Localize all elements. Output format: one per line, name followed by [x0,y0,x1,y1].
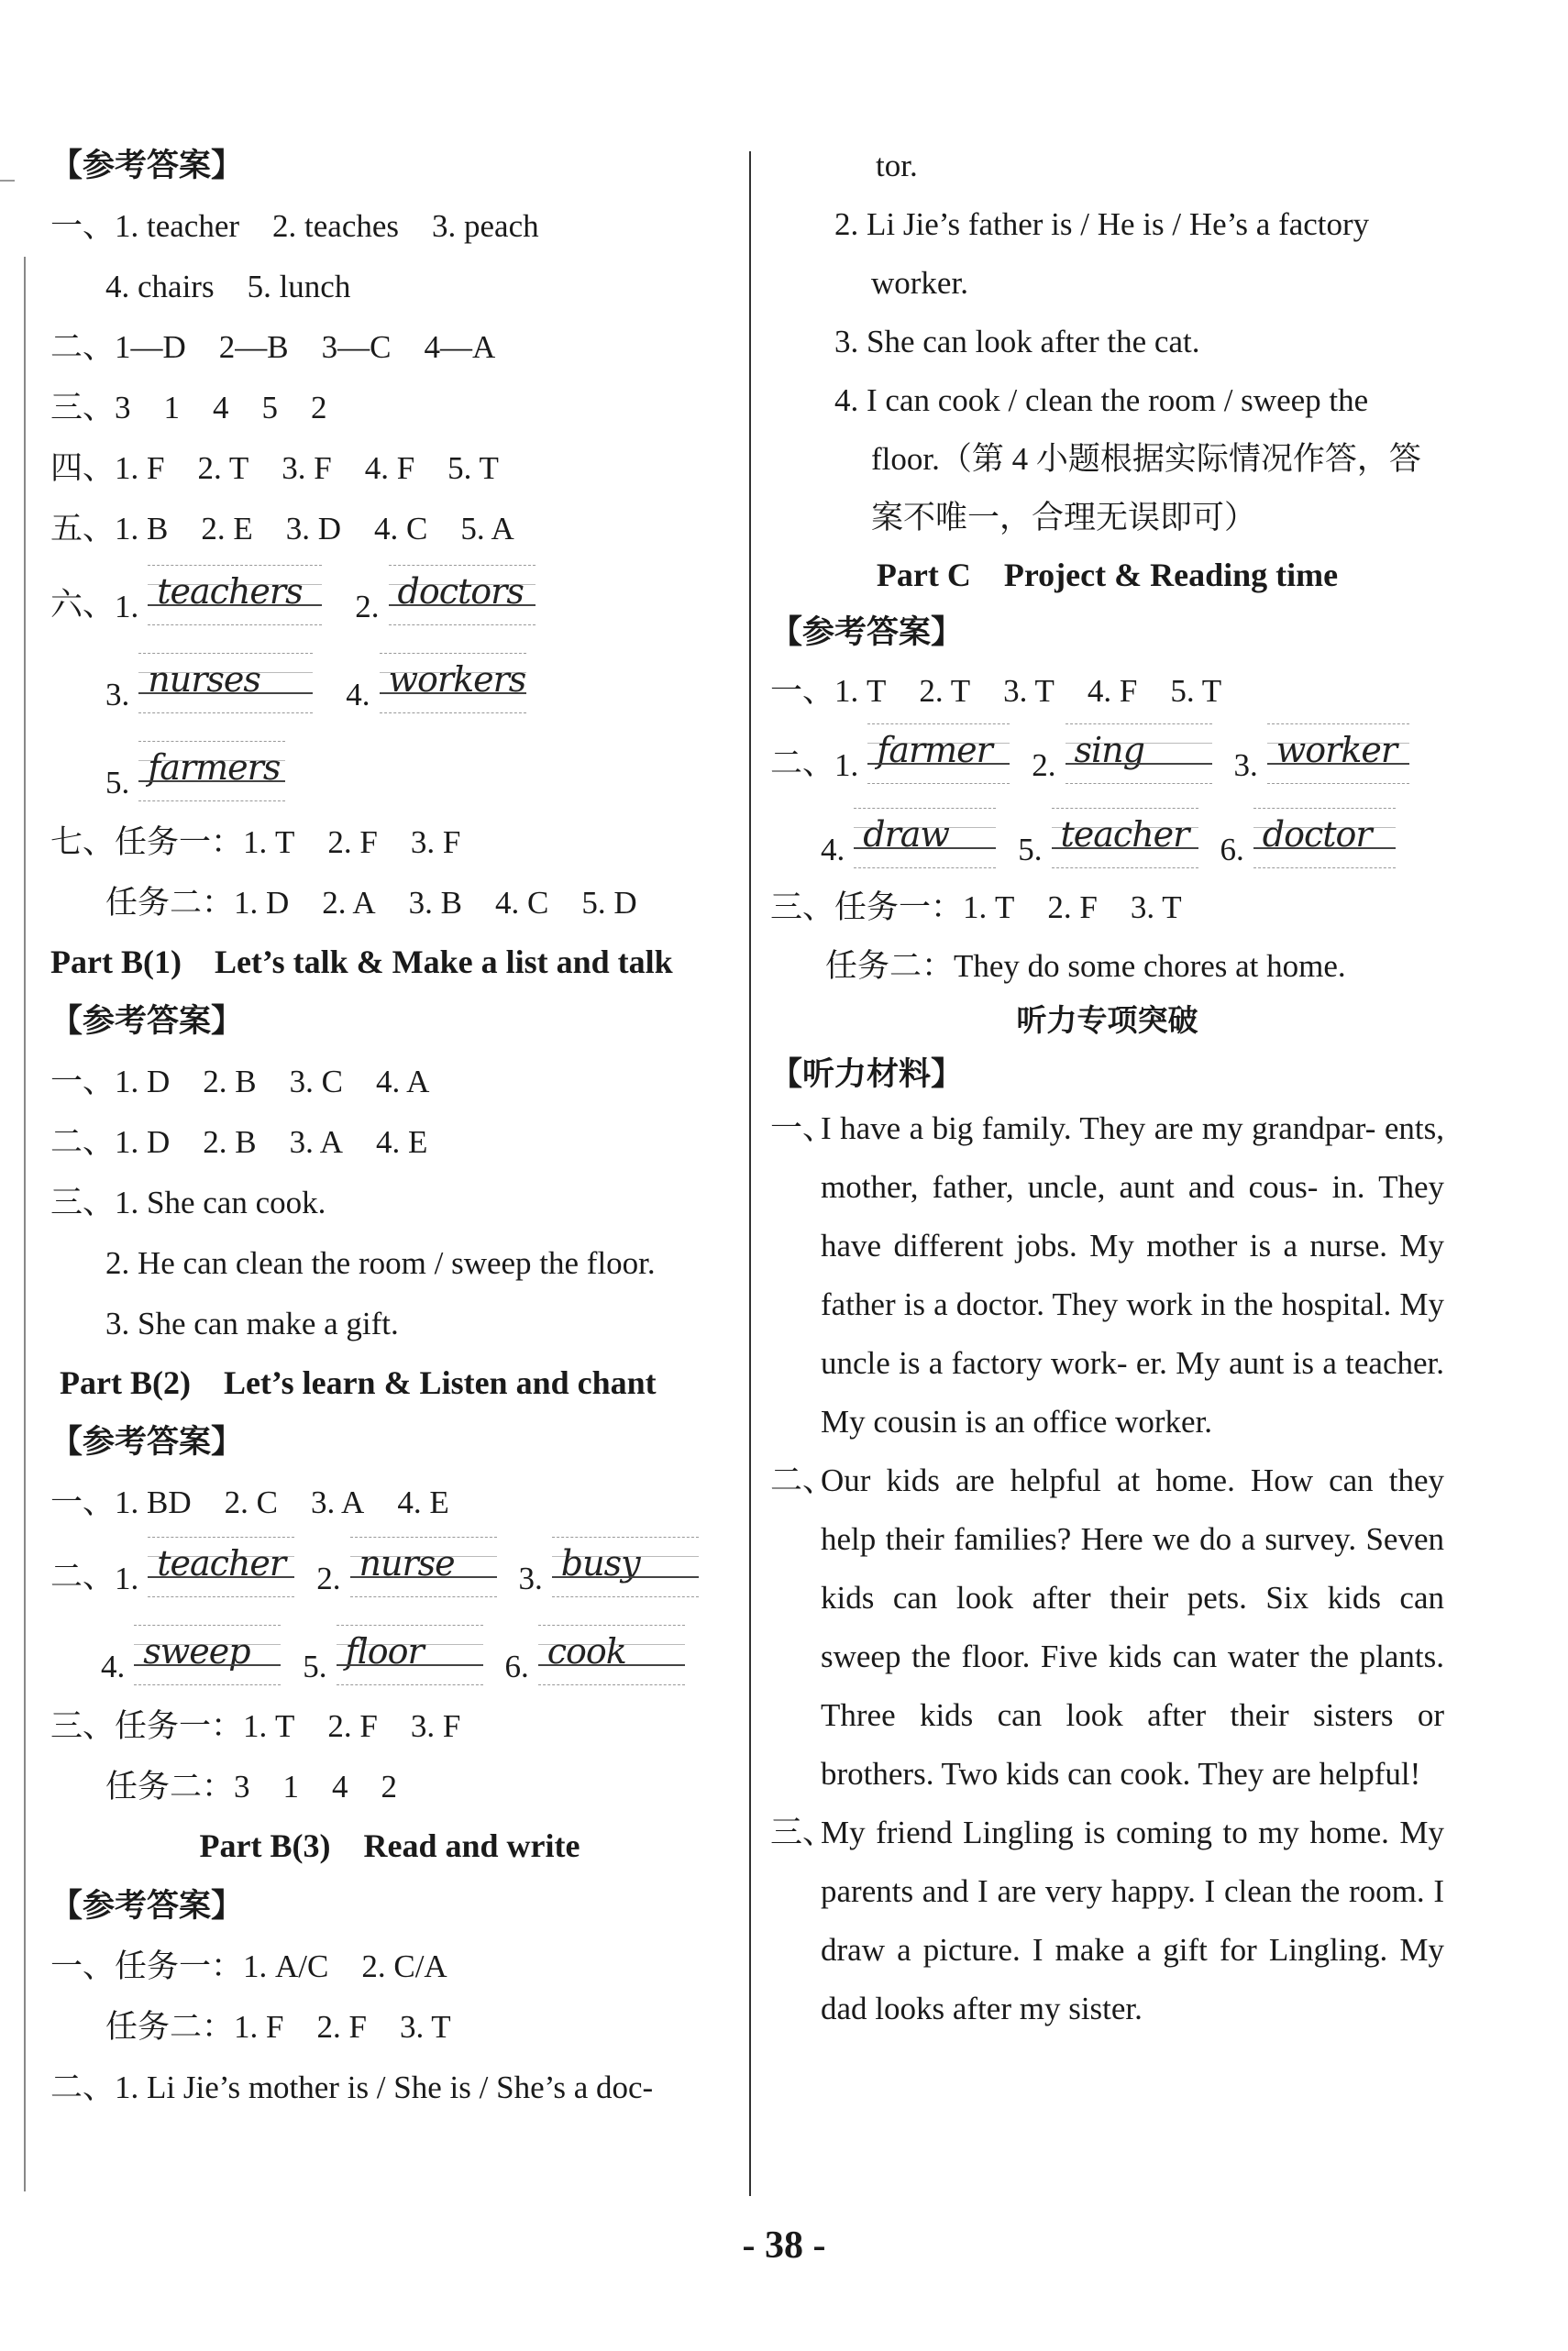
answer-key-heading: 【参考答案】 [50,1887,244,1924]
answer-line: worker. [871,265,968,301]
margin-tick [0,180,15,182]
section-title: Part B(1) Let’s talk & Make a list and talk [50,944,673,980]
handwriting-box: worker [1267,723,1409,784]
handwriting-box: nurse [350,1537,497,1597]
section-title: Part C Project & Reading time [876,557,1339,593]
answer-line: 2. Li Jie’s father is / He is / He’s a factory [834,206,1370,242]
answer-line: 任务二：1. F 2. F 3. T [105,2008,451,2045]
listening-passage: 二、 Our kids are helpful at home. How can they help their families? Here we do a survey. Seven kids can look after their pets. Six kids can sweep the floor. Five kids can water the plants. Three kids can look after their sisters or brothers. Two kids can cook. They are helpful! [770,1462,1444,1793]
answer-line: 3. She can look after the cat. [834,324,1200,359]
answer-line: 二、1. D 2. B 3. A 4. E [50,1124,428,1161]
listening-heading: 【听力材料】 [770,1055,964,1092]
answer-line: 三、1. She can cook. [50,1185,326,1221]
answer-line: 一、1. T 2. T 3. T 4. F 5. T [770,673,1222,710]
handwriting-row: 二、 1. farmer 2. sing 3. worker [770,723,1444,784]
handwriting-row: 3. nurses 4. workers [50,653,729,713]
answer-line: 三、任务一：1. T 2. F 3. F [50,1708,461,1745]
answer-line: 任务二：They do some chores at home. [825,948,1346,985]
handwriting-box: sweep [134,1625,281,1685]
handwriting-row: 六、 1. teachers 2. doctors [50,565,729,625]
answer-key-heading: 【参考答案】 [50,1003,244,1040]
answer-line: 一、1. BD 2. C 3. A 4. E [50,1485,449,1521]
handwriting-box: doctors [389,565,536,625]
answer-line: 一、任务一：1. A/C 2. C/A [50,1948,447,1984]
answer-key-heading: 【参考答案】 [770,614,964,651]
section-title: Part B(2) Let’s learn & Listen and chant [60,1364,657,1402]
answer-line: 一、1. teacher 2. teaches 3. peach [50,208,539,244]
answer-key-heading: 【参考答案】 [50,1424,244,1461]
handwriting-box: teacher [1052,808,1198,868]
answer-line: 三、任务一：1. T 2. F 3. T [770,889,1182,926]
handwriting-box: farmers [138,741,285,801]
answer-line: 案不唯一，合理无误即可） [871,500,1257,535]
answer-line: tor. [876,148,918,183]
handwriting-box: draw [854,808,996,868]
answer-key-heading: 【参考答案】 [50,148,244,183]
left-margin-rule [24,257,26,2191]
handwriting-box: sing [1066,723,1212,784]
handwriting-box: nurses [138,653,313,713]
answer-line: 一、1. D 2. B 3. C 4. A [50,1064,430,1100]
section-title: Part B(3) Read and write [199,1827,580,1865]
answer-line: 五、1. B 2. E 3. D 4. C 5. A [50,511,514,546]
handwriting-row: 4. draw 5. teacher 6. doctor [770,808,1444,868]
answer-line: 二、1. Li Jie’s mother is / She is / She’s a doc- [50,2069,654,2105]
handwriting-box: floor [337,1625,483,1685]
handwriting-box: busy [552,1537,699,1597]
answer-line: 二、1—D 2—B 3—C 4—A [50,329,496,365]
right-column [770,147,1444,2039]
answer-line: 2. He can clean the room / sweep the floor. [105,1245,656,1282]
handwriting-row: 4. sweep 5. floor 6. cook [50,1625,729,1685]
handwriting-box: teacher [148,1537,294,1597]
answer-line: floor.（第 4 小题根据实际情况作答，答 [871,441,1421,477]
handwriting-box: farmer [867,723,1010,784]
answer-line: 4. chairs 5. lunch [105,269,351,304]
answer-line: 四、1. F 2. T 3. F 4. F 5. T [50,450,499,486]
handwriting-box: doctor [1253,808,1396,868]
answer-line: 3. She can make a gift. [105,1306,399,1342]
answer-line: 4. I can cook / clean the room / sweep the [834,382,1369,418]
handwriting-box: workers [380,653,526,713]
listening-passage: 三、 My friend Lingling is coming to my home. My parents and I are very happy. I clean the room. I draw a picture. I make a gift for Lingling. My dad looks after my sister. [770,1815,1444,2027]
column-divider [749,151,751,2196]
handwriting-row: 二、 1. teacher 2. nurse 3. busy [50,1537,729,1597]
answer-line: 任务二：3 1 4 2 [105,1769,398,1805]
page-number: - 38 - [742,2224,826,2267]
handwriting-box: teachers [148,565,322,625]
handwriting-box: cook [538,1625,685,1685]
answer-line: 三、3 1 4 5 2 [50,390,327,425]
left-column [50,147,729,2107]
handwriting-row: 5. farmers [50,741,729,801]
answer-line: 任务二：1. D 2. A 3. B 4. C 5. D [105,885,637,921]
answer-line: 七、任务一：1. T 2. F 3. F [50,824,461,860]
listening-passage: 一、 I have a big family. They are my grandpar- ents, mother, father, uncle, aunt and cous- in. They have different jobs. My mother is a nurse. My father is a doctor. They work in the hospital. My uncle is a factory work- er. My aunt is a teacher. My cousin is an office worker. [770,1109,1444,1440]
section-title: 听力专项突破 [1016,1002,1198,1039]
